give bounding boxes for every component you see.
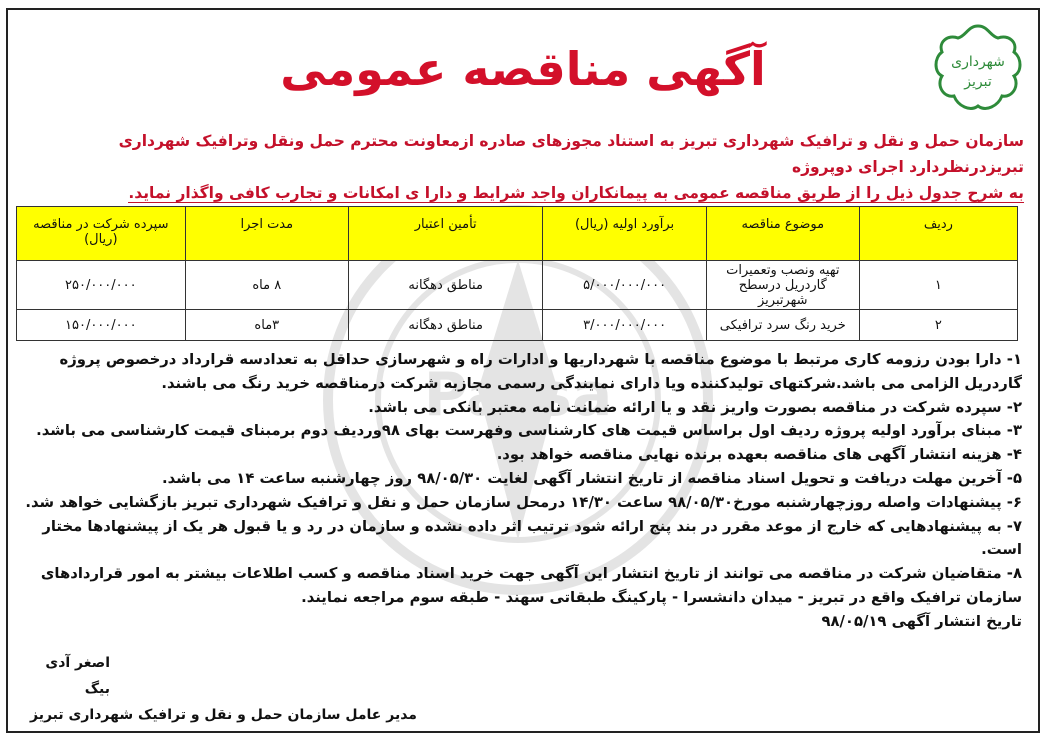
- intro-paragraph: [22, 128, 1024, 206]
- cell-subject: تهیه ونصب وتعمیرات گاردریل درسطح شهرتبریز: [706, 261, 859, 310]
- logo-text-line2: تبریز: [964, 74, 992, 90]
- header-row-number: ردیف: [859, 207, 1017, 261]
- table-row: [17, 310, 1018, 341]
- clause-8: ۸- متقاضیان شرکت در مناقصه می توانند از تاریخ انتشار این آگهی جهت خرید اسناد مناقصه و کسب اطلاعات بیشتر به امور قراردادهای سازمان ترافیک واقع در تبریز - میدان دانشسرا - پارکینگ طبقاتی سهند - طبقه سوم مراجعه نمایند.: [40, 565, 1022, 606]
- header-funding: تأمین اعتبار: [348, 207, 542, 261]
- cell-estimate: ۳/۰۰۰/۰۰۰/۰۰۰: [543, 310, 706, 341]
- table-header-row: [17, 207, 1018, 261]
- clause-6: ۶- پیشنهادات واصله روزچهارشنبه مورخ۹۸/۰۵/۳۰ ساعت ۱۴/۳۰ درمحل سازمان حمل و نقل و ترافیک شهرداری تبریز بازگشایی خواهد شد.: [25, 493, 1022, 511]
- cell-deposit: ۱۵۰/۰۰۰/۰۰۰: [17, 310, 186, 341]
- publication-date: تاریخ انتشار آگهی ۹۸/۰۵/۱۹: [821, 612, 1022, 630]
- signer-name: اصغر آدی بیگ: [45, 655, 110, 697]
- cell-subject: خرید رنگ سرد ترافیکی: [706, 310, 859, 341]
- cell-row-number: ۱: [859, 261, 1017, 310]
- table-row: [17, 261, 1018, 310]
- cell-deposit: ۲۵۰/۰۰۰/۰۰۰: [17, 261, 186, 310]
- header-duration: مدت اجرا: [185, 207, 348, 261]
- notice-frame: [6, 8, 1040, 733]
- header-estimate: برآورد اولیه (ریال): [543, 207, 706, 261]
- watermark-text: Parsa: [423, 360, 613, 430]
- notice-title: آگهی مناقصه عمومی: [280, 42, 766, 96]
- cell-duration: ۸ ماه: [185, 261, 348, 310]
- cell-estimate: ۵/۰۰۰/۰۰۰/۰۰۰: [543, 261, 706, 310]
- clause-2: ۲- سپرده شرکت در مناقصه بصورت واریز نقد و یا ارائه ضمانت نامه معتبر بانکی می باشد.: [368, 398, 1022, 416]
- clause-5: ۵- آخرین مهلت دریافت و تحویل اسناد مناقصه از تاریخ انتشار آگهی لغایت ۹۸/۰۵/۳۰ روز چهارشنبه ساعت ۱۴ می باشد.: [162, 469, 1022, 487]
- signer-title: مدیر عامل سازمان حمل و نقل و ترافیک شهرداری تبریز: [30, 707, 417, 723]
- intro-line-1: سازمان حمل و نقل و ترافیک شهرداری تبریز به استناد مجوزهای صادره ازمعاونت محترم حمل ونقل وترافیک شهرداری تبریزدرنظردارد اجرای دوپروژه: [118, 132, 1024, 176]
- clause-3: ۳- مبنای برآورد اولیه پروژه ردیف اول براساس قیمت های کارشناسی وفهرست بهای ۹۸وردیف دوم برمبنای قیمت کارشناسی می باشد.: [36, 422, 1022, 440]
- intro-line-2: به شرح جدول ذیل را از طریق مناقصه عمومی به پیمانکاران واجد شرایط و دارا ی امکانات و تجارب کافی واگذار نماید.: [128, 184, 1024, 202]
- cell-funding: مناطق دهگانه: [348, 261, 542, 310]
- clause-7: ۷- به پیشنهادهایی که خارج از موعد مقرر در بند پنج ارائه شود ترتیب اثر داده نشده و سازمان در رد و یا قبول هر یک از پیشنهادها مختار است.: [42, 517, 1022, 559]
- header-subject: موضوع مناقصه: [706, 207, 859, 261]
- clause-1: ۱- دارا بودن رزومه کاری مرتبط با موضوع مناقصه با شهرداریها و ادارات راه و شهرسازی حداقل به تعدادسه قرارداد درخصوص پروژه گاردریل الزامی می باشد.شرکتهای تولیدکننده ویا دارای نمایندگی رسمی مجازبه شرکت درمناقصه خرید رنگ می باشند.: [59, 351, 1022, 392]
- cell-row-number: ۲: [859, 310, 1017, 341]
- header-deposit: سپرده شرکت در مناقصه (ریال): [17, 207, 186, 261]
- logo-text-line1: شهرداری: [951, 54, 1005, 70]
- cell-funding: مناطق دهگانه: [348, 310, 542, 341]
- tender-table: [16, 206, 1018, 341]
- clauses-list: [24, 348, 1022, 634]
- clause-4: ۴- هزینه انتشار آگهی های مناقصه بعهده برنده نهایی مناقصه خواهد بود.: [496, 446, 1022, 464]
- signature-block: [30, 650, 530, 728]
- cell-duration: ۳ماه: [185, 310, 348, 341]
